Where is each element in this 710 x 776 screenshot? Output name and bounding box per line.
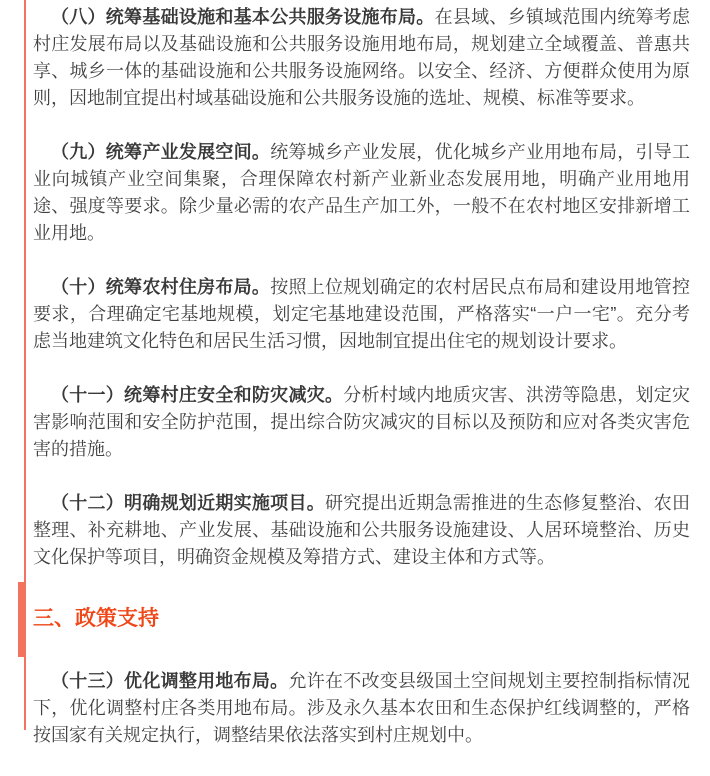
- paragraph-body: 按照上位规划确定的农村居民点布局和建设用地管控要求，合理确定宅基地规模，划定宅基地建设范围，严格落实“一户一宅”。充分考虑当地建筑文化特色和居民生活习惯，因地制宜提出住宅的规划设计要求。: [33, 277, 691, 351]
- paragraph-lead: （十）统筹农村住房布局。: [51, 277, 271, 297]
- paragraph-item-11: [33, 382, 690, 463]
- paragraph-lead: （八）统筹基础设施和基本公共服务设施布局。: [51, 7, 435, 27]
- paragraph-item-9: [33, 139, 690, 247]
- paragraph-body: 允许在不改变县级国土空间规划主要控制指标情况下，优化调整村庄各类用地布局。涉及永久基本农田和生态保护红线调整的，严格按国家有关规定执行，调整结果依法落实到村庄规划中。: [33, 671, 691, 745]
- paragraph-lead: （十三）优化调整用地布局。: [51, 671, 289, 691]
- paragraph-lead: （十一）统筹村庄安全和防灾减灾。: [51, 385, 344, 405]
- paragraph-lead: （十二）明确规划近期实施项目。: [51, 493, 325, 513]
- article-content: [33, 0, 690, 776]
- paragraph-body: 在县域、乡镇域范围内统筹考虑村庄发展布局以及基础设施和公共服务设施用地布局，规划建立全域覆盖、普惠共享、城乡一体的基础设施和公共服务设施网络。以安全、经济、方便群众使用为原则，因地制宜提出村域基础设施和公共服务设施的选址、规模、标准等要求。: [33, 7, 691, 108]
- heading-accent-bar: [18, 582, 26, 657]
- paragraph-item-8: [33, 4, 690, 112]
- section-heading-text: 三、政策支持: [33, 607, 159, 630]
- paragraph-body: 统筹城乡产业发展，优化城乡产业用地布局，引导工业向城镇产业空间集聚，合理保障农村新产业新业态发展用地，明确产业用地用途、强度等要求。除少量必需的农产品生产加工外，一般不在农村地区安排新增工业用地。: [33, 142, 691, 243]
- paragraph-body: 研究提出近期急需推进的生态修复整治、农田整理、补充耕地、产业发展、基础设施和公共服务设施建设、人居环境整治、历史文化保护等项目，明确资金规模及筹措方式、建设主体和方式等。: [33, 493, 691, 567]
- section-heading-policy-support: [33, 603, 690, 634]
- paragraph-item-12: [33, 490, 690, 571]
- paragraph-lead: （九）统筹产业发展空间。: [51, 142, 271, 162]
- paragraph-item-13: [33, 668, 690, 749]
- paragraph-item-10: [33, 274, 690, 355]
- paragraph-body: 分析村域内地质灾害、洪涝等隐患，划定灾害影响范围和安全防护范围，提出综合防灾减灾的目标以及预防和应对各类灾害危害的措施。: [33, 385, 690, 459]
